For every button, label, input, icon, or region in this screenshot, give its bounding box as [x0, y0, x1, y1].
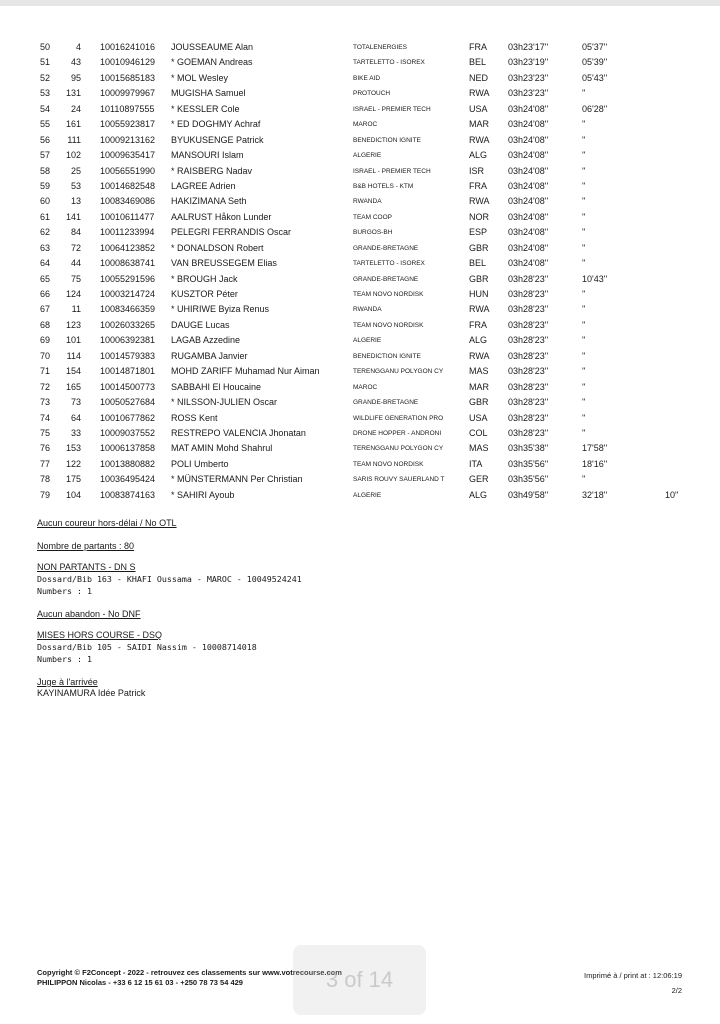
rider-name-cell: SABBAHI El Houcaine [171, 381, 262, 392]
time-cell: 03h24'08'' [508, 119, 549, 130]
viewer-page-indicator: 3 of 14 [293, 945, 426, 1015]
rank-cell: 53 [40, 88, 51, 99]
nationality-cell: MAR [469, 381, 489, 392]
time-cell: 03h24'08'' [508, 196, 549, 207]
dsq-numbers: Numbers : 1 [37, 654, 92, 664]
uci-id-cell: 10010677862 [100, 412, 156, 423]
time-cell: 03h24'08'' [508, 150, 549, 161]
time-cell: 03h49'58'' [508, 489, 549, 500]
rider-name-cell: * BROUGH Jack [171, 273, 238, 284]
starters-count: Nombre de partants : 80 [37, 541, 135, 551]
team-cell: TEAM NOVO NORDISK [353, 321, 424, 329]
rider-name-cell: ROSS Kent [171, 412, 218, 423]
uci-id-cell: 10110897555 [100, 103, 155, 114]
nationality-cell: GBR [469, 273, 489, 284]
nationality-cell: ESP [469, 227, 488, 238]
bib-cell: 25 [70, 165, 81, 176]
bonus-cell: 10'' [665, 489, 679, 500]
gap-cell: '' [582, 335, 586, 346]
rank-cell: 72 [40, 381, 51, 392]
time-cell: 03h24'08'' [508, 103, 549, 114]
gap-cell: '' [582, 165, 586, 176]
team-cell: B&B HOTELS - KTM [353, 182, 414, 190]
table-row [0, 364, 720, 379]
rank-cell: 78 [40, 474, 51, 485]
team-cell: GRANDE-BRETAGNE [353, 244, 419, 252]
table-row [0, 411, 720, 426]
bib-cell: 111 [67, 134, 81, 145]
table-row [0, 457, 720, 472]
bib-cell: 73 [70, 397, 81, 408]
time-cell: 03h28'23'' [508, 350, 549, 361]
uci-id-cell: 10009037552 [100, 427, 156, 438]
team-cell: MAROC [353, 121, 378, 129]
team-cell: TOTALENERGIES [353, 44, 407, 51]
gap-cell: '' [582, 227, 586, 238]
nationality-cell: MAR [469, 119, 489, 130]
bib-cell: 123 [65, 319, 81, 330]
gap-cell: '' [582, 119, 586, 130]
team-cell: WILDLIFE GENERATION PRO [353, 414, 444, 422]
nationality-cell: COL [469, 427, 488, 438]
table-row [0, 333, 720, 348]
nationality-cell: USA [469, 412, 488, 423]
uci-id-cell: 10009635417 [100, 150, 156, 161]
gap-cell: '' [582, 381, 586, 392]
nationality-cell: GBR [469, 397, 489, 408]
dns-numbers: Numbers : 1 [37, 586, 92, 596]
judge-name: KAYINAMURA Idée Patrick [37, 688, 146, 698]
uci-id-cell: 10083466359 [100, 304, 156, 315]
nationality-cell: NOR [469, 211, 489, 222]
gap-cell: '' [582, 196, 586, 207]
table-row [0, 488, 720, 503]
gap-cell: '' [582, 180, 586, 191]
table-row [0, 102, 720, 117]
gap-cell: 05'43'' [582, 72, 608, 83]
rider-name-cell: * NILSSON-JULIEN Oscar [171, 397, 278, 408]
time-cell: 03h24'08'' [508, 211, 549, 222]
team-cell: TEAM NOVO NORDISK [353, 291, 424, 298]
table-row [0, 441, 720, 456]
bib-cell: 11 [71, 304, 81, 315]
rank-cell: 71 [40, 366, 51, 377]
gap-cell: 05'39'' [582, 57, 608, 68]
rider-name-cell: PELEGRI FERRANDIS Oscar [171, 227, 292, 238]
time-cell: 03h23'17'' [508, 42, 549, 52]
bib-cell: 33 [70, 427, 81, 438]
rank-cell: 74 [40, 412, 51, 423]
team-cell: GRANDE-BRETAGNE [353, 399, 419, 407]
bib-cell: 4 [75, 42, 81, 52]
rider-name-cell: POLI Umberto [171, 458, 229, 469]
rider-name-cell: MANSOURI Islam [171, 150, 244, 161]
team-cell: DRONE HOPPER - ANDRONI [353, 429, 442, 437]
table-row [0, 256, 720, 271]
time-cell: 03h24'08'' [508, 227, 549, 238]
gap-cell: 18'16'' [582, 458, 608, 469]
nationality-cell: GBR [469, 242, 489, 253]
table-row [0, 426, 720, 441]
rider-name-cell: RESTREPO VALENCIA Jhonatan [171, 427, 306, 438]
time-cell: 03h28'23'' [508, 381, 549, 392]
rider-name-cell: * DONALDSON Robert [171, 242, 264, 253]
nationality-cell: NED [469, 72, 489, 83]
rank-cell: 55 [40, 119, 51, 130]
gap-cell: '' [582, 412, 586, 423]
rank-cell: 60 [40, 196, 51, 207]
rider-name-cell: AALRUST Håkon Lunder [171, 211, 272, 222]
table-row [0, 272, 720, 287]
rider-name-cell: DAUGE Lucas [171, 319, 230, 330]
uci-id-cell: 10006392381 [100, 335, 156, 346]
nationality-cell: ITA [469, 458, 483, 469]
uci-id-cell: 10026033265 [100, 319, 156, 330]
uci-id-cell: 10013880882 [100, 458, 156, 469]
rank-cell: 62 [40, 227, 51, 238]
uci-id-cell: 10064123852 [100, 242, 156, 253]
table-row [0, 318, 720, 333]
time-cell: 03h28'23'' [508, 304, 549, 315]
team-cell: SARIS ROUVY SAUERLAND T [353, 476, 445, 484]
nationality-cell: FRA [469, 319, 487, 330]
nationality-cell: FRA [469, 180, 487, 191]
nationality-cell: ALG [469, 150, 488, 161]
time-cell: 03h28'23'' [508, 289, 549, 299]
table-row [0, 472, 720, 487]
bib-cell: 53 [70, 180, 81, 191]
time-cell: 03h28'23'' [508, 335, 549, 346]
uci-id-cell: 10011233994 [100, 227, 155, 238]
gap-cell: '' [582, 211, 586, 222]
team-cell: RWANDA [353, 306, 382, 314]
rider-name-cell: JOUSSEAUME Alan [171, 42, 254, 52]
rider-name-cell: MOHD ZARIFF Muhamad Nur Aiman [171, 366, 320, 377]
uci-id-cell: 10056551990 [100, 165, 156, 176]
nationality-cell: ISR [469, 165, 485, 176]
gap-cell: 17'58'' [582, 443, 608, 454]
time-cell: 03h24'08'' [508, 165, 549, 176]
uci-id-cell: 10006137858 [100, 443, 156, 454]
nationality-cell: USA [469, 103, 488, 114]
team-cell: TARTELETTO - ISOREX [353, 59, 425, 67]
table-row [0, 210, 720, 225]
gap-cell: 32'18'' [582, 489, 608, 500]
rider-name-cell: * MOL Wesley [171, 72, 229, 83]
table-row [0, 225, 720, 240]
nationality-cell: MAS [469, 443, 489, 454]
rider-name-cell: VAN BREUSSEGEM Elias [171, 258, 277, 269]
table-row [0, 55, 720, 70]
time-cell: 03h24'08'' [508, 258, 549, 269]
bib-cell: 122 [65, 458, 81, 469]
gap-cell: '' [582, 289, 586, 299]
dns-title: NON PARTANTS - DN S [37, 562, 136, 572]
team-cell: BIKE AID [353, 74, 381, 82]
team-cell: ISRAEL - PREMIER TECH [353, 167, 431, 175]
time-cell: 03h28'23'' [508, 273, 549, 284]
rider-name-cell: MAT AMIN Mohd Shahrul [171, 443, 273, 454]
table-row [0, 164, 720, 179]
time-cell: 03h28'23'' [508, 397, 549, 408]
nationality-cell: FRA [469, 42, 487, 52]
viewer-top-bar [0, 0, 720, 6]
uci-id-cell: 10009213162 [100, 134, 156, 145]
rank-cell: 73 [40, 397, 51, 408]
judge-title: Juge à l'arrivée [37, 677, 98, 687]
nationality-cell: RWA [469, 350, 490, 361]
team-cell: MAROC [353, 383, 378, 391]
rank-cell: 66 [40, 289, 51, 299]
time-cell: 03h35'38'' [508, 443, 549, 454]
results-table [0, 40, 720, 503]
team-cell: ALGERIE [353, 152, 382, 160]
rank-cell: 67 [40, 304, 51, 315]
time-cell: 03h23'23'' [508, 88, 549, 99]
rank-cell: 56 [40, 134, 51, 145]
nationality-cell: ALG [469, 489, 488, 500]
rank-cell: 57 [40, 150, 51, 161]
gap-cell: '' [582, 474, 586, 485]
rider-name-cell: RUGAMBA Janvier [171, 350, 248, 361]
rank-cell: 70 [40, 350, 51, 361]
bib-cell: 43 [70, 57, 81, 68]
gap-cell: '' [582, 242, 586, 253]
uci-id-cell: 10016241016 [100, 42, 156, 52]
bib-cell: 131 [65, 88, 81, 99]
rider-name-cell: * UHIRIWE Byiza Renus [171, 304, 270, 315]
bib-cell: 95 [70, 72, 81, 83]
bib-cell: 165 [65, 381, 81, 392]
table-row [0, 194, 720, 209]
gap-cell: '' [582, 150, 586, 161]
footer-print-time: Imprimé à / print at : 12:06:19 [584, 971, 682, 980]
rank-cell: 54 [40, 103, 51, 114]
team-cell: BENEDICTION IGNITE [353, 136, 421, 144]
gap-cell: '' [582, 427, 586, 438]
uci-id-cell: 10050527684 [100, 397, 156, 408]
gap-cell: '' [582, 258, 586, 269]
team-cell: ALGERIE [353, 337, 382, 345]
rank-cell: 61 [40, 211, 51, 222]
dnf-note: Aucun abandon - No DNF [37, 609, 141, 619]
bib-cell: 141 [65, 211, 81, 222]
gap-cell: 06'28'' [582, 103, 608, 114]
rank-cell: 58 [40, 165, 51, 176]
bib-cell: 24 [70, 103, 81, 114]
time-cell: 03h24'08'' [508, 242, 549, 253]
time-cell: 03h28'23'' [508, 319, 549, 330]
bib-cell: 102 [65, 150, 81, 161]
footer-page-number: 2/2 [671, 986, 682, 995]
uci-id-cell: 10014682548 [100, 180, 156, 191]
rank-cell: 77 [40, 458, 51, 469]
bib-cell: 154 [65, 366, 81, 377]
dsq-title: MISES HORS COURSE - DSQ [37, 630, 163, 640]
bib-cell: 84 [70, 227, 81, 238]
rank-cell: 52 [40, 72, 51, 83]
time-cell: 03h35'56'' [508, 458, 549, 469]
team-cell: TERENGGANU POLYGON CY [353, 368, 444, 376]
time-cell: 03h28'23'' [508, 412, 549, 423]
time-cell: 03h35'56'' [508, 474, 549, 485]
gap-cell: '' [582, 366, 586, 377]
nationality-cell: MAS [469, 366, 489, 377]
table-row [0, 349, 720, 364]
rank-cell: 59 [40, 180, 51, 191]
rank-cell: 64 [40, 258, 51, 269]
team-cell: PROTOUCH [353, 90, 391, 98]
rider-name-cell: * GOEMAN Andreas [171, 57, 253, 68]
team-cell: RWANDA [353, 198, 382, 206]
rank-cell: 75 [40, 427, 51, 438]
team-cell: GRANDE-BRETAGNE [353, 275, 419, 283]
nationality-cell: BEL [469, 57, 487, 68]
table-row [0, 40, 720, 55]
team-cell: BURGOS-BH [353, 229, 393, 237]
rank-cell: 51 [40, 57, 51, 68]
time-cell: 03h28'23'' [508, 427, 549, 438]
rider-name-cell: * RAISBERG Nadav [171, 165, 253, 176]
footer-contact: PHILIPPON Nicolas - +33 6 12 15 61 03 - +250 78 73 54 429 [37, 978, 243, 987]
bib-cell: 64 [70, 412, 81, 423]
team-cell: BENEDICTION IGNITE [353, 352, 421, 360]
table-row [0, 302, 720, 317]
bib-cell: 13 [70, 196, 81, 207]
rider-name-cell: * MÜNSTERMANN Per Christian [171, 474, 303, 485]
footer-copyright: Copyright © F2Concept - 2022 - retrouvez ces classements sur www.votrecourse.com [37, 968, 342, 977]
rider-name-cell: BYUKUSENGE Patrick [171, 134, 264, 145]
time-cell: 03h24'08'' [508, 134, 549, 145]
bib-cell: 175 [65, 474, 81, 485]
uci-id-cell: 10008638741 [100, 258, 156, 269]
uci-id-cell: 10083874163 [100, 489, 156, 500]
nationality-cell: BEL [469, 258, 487, 269]
table-row [0, 71, 720, 86]
rank-cell: 79 [40, 489, 51, 500]
table-row [0, 133, 720, 148]
uci-id-cell: 10055923817 [100, 119, 156, 130]
gap-cell: '' [582, 350, 586, 361]
rank-cell: 68 [40, 319, 51, 330]
gap-cell: 10'43'' [582, 273, 608, 284]
gap-cell: '' [582, 88, 586, 99]
rider-name-cell: * ED DOGHMY Achraf [171, 119, 261, 130]
uci-id-cell: 10083469086 [100, 196, 156, 207]
rider-name-cell: HAKIZIMANA Seth [171, 196, 247, 207]
nationality-cell: GER [469, 474, 489, 485]
team-cell: TEAM COOP [353, 213, 393, 221]
uci-id-cell: 10055291596 [100, 273, 156, 284]
bib-cell: 72 [70, 242, 81, 253]
team-cell: ISRAEL - PREMIER TECH [353, 105, 431, 113]
bib-cell: 75 [70, 273, 81, 284]
uci-id-cell: 10010946129 [100, 57, 156, 68]
gap-cell: '' [582, 134, 586, 145]
bib-cell: 124 [65, 289, 81, 299]
team-cell: ALGERIE [353, 491, 382, 499]
bib-cell: 114 [66, 350, 81, 361]
rank-cell: 65 [40, 273, 51, 284]
rank-cell: 69 [40, 335, 51, 346]
bib-cell: 104 [65, 489, 81, 500]
uci-id-cell: 10036495424 [100, 474, 156, 485]
nationality-cell: RWA [469, 134, 490, 145]
nationality-cell: ALG [469, 335, 488, 346]
bib-cell: 153 [65, 443, 81, 454]
time-cell: 03h28'23'' [508, 366, 549, 377]
table-row [0, 148, 720, 163]
nationality-cell: HUN [469, 289, 489, 299]
rank-cell: 76 [40, 443, 51, 454]
gap-cell: 05'37'' [582, 42, 608, 52]
rank-cell: 50 [40, 42, 51, 52]
rider-name-cell: LAGREE Adrien [171, 180, 236, 191]
table-row [0, 86, 720, 101]
uci-id-cell: 10014579383 [100, 350, 156, 361]
table-row [0, 117, 720, 132]
gap-cell: '' [582, 304, 586, 315]
dsq-detail: Dossard/Bib 105 - SAIDI Nassim - 10008714018 [37, 642, 257, 652]
uci-id-cell: 10010611477 [100, 211, 155, 222]
team-cell: TARTELETTO - ISOREX [353, 260, 425, 268]
rider-name-cell: * SAHIRI Ayoub [171, 489, 235, 500]
nationality-cell: RWA [469, 196, 490, 207]
rider-name-cell: MUGISHA Samuel [171, 88, 246, 99]
uci-id-cell: 10014871801 [100, 366, 156, 377]
rider-name-cell: * KESSLER Cole [171, 103, 240, 114]
table-row [0, 241, 720, 256]
uci-id-cell: 10003214724 [100, 289, 156, 299]
bib-cell: 101 [65, 335, 81, 346]
table-row [0, 179, 720, 194]
uci-id-cell: 10015685183 [100, 72, 156, 83]
nationality-cell: RWA [469, 88, 490, 99]
table-row [0, 287, 720, 302]
time-cell: 03h24'08'' [508, 180, 549, 191]
gap-cell: '' [582, 397, 586, 408]
dns-detail: Dossard/Bib 163 - KHAFI Oussama - MAROC - 10049524241 [37, 574, 302, 584]
bib-cell: 44 [70, 258, 81, 269]
bib-cell: 161 [65, 119, 81, 130]
team-cell: TERENGGANU POLYGON CY [353, 445, 444, 453]
rank-cell: 63 [40, 242, 51, 253]
time-cell: 03h23'23'' [508, 72, 549, 83]
table-row [0, 395, 720, 410]
uci-id-cell: 10009979967 [100, 88, 156, 99]
uci-id-cell: 10014500773 [100, 381, 156, 392]
rider-name-cell: KUSZTOR Péter [171, 289, 238, 299]
team-cell: TEAM NOVO NORDISK [353, 460, 424, 468]
table-row [0, 380, 720, 395]
rider-name-cell: LAGAB Azzedine [171, 335, 241, 346]
footer-print-info [584, 968, 682, 998]
gap-cell: '' [582, 319, 586, 330]
time-cell: 03h23'19'' [508, 57, 549, 68]
otl-note: Aucun coureur hors-délai / No OTL [37, 518, 177, 528]
nationality-cell: RWA [469, 304, 490, 315]
